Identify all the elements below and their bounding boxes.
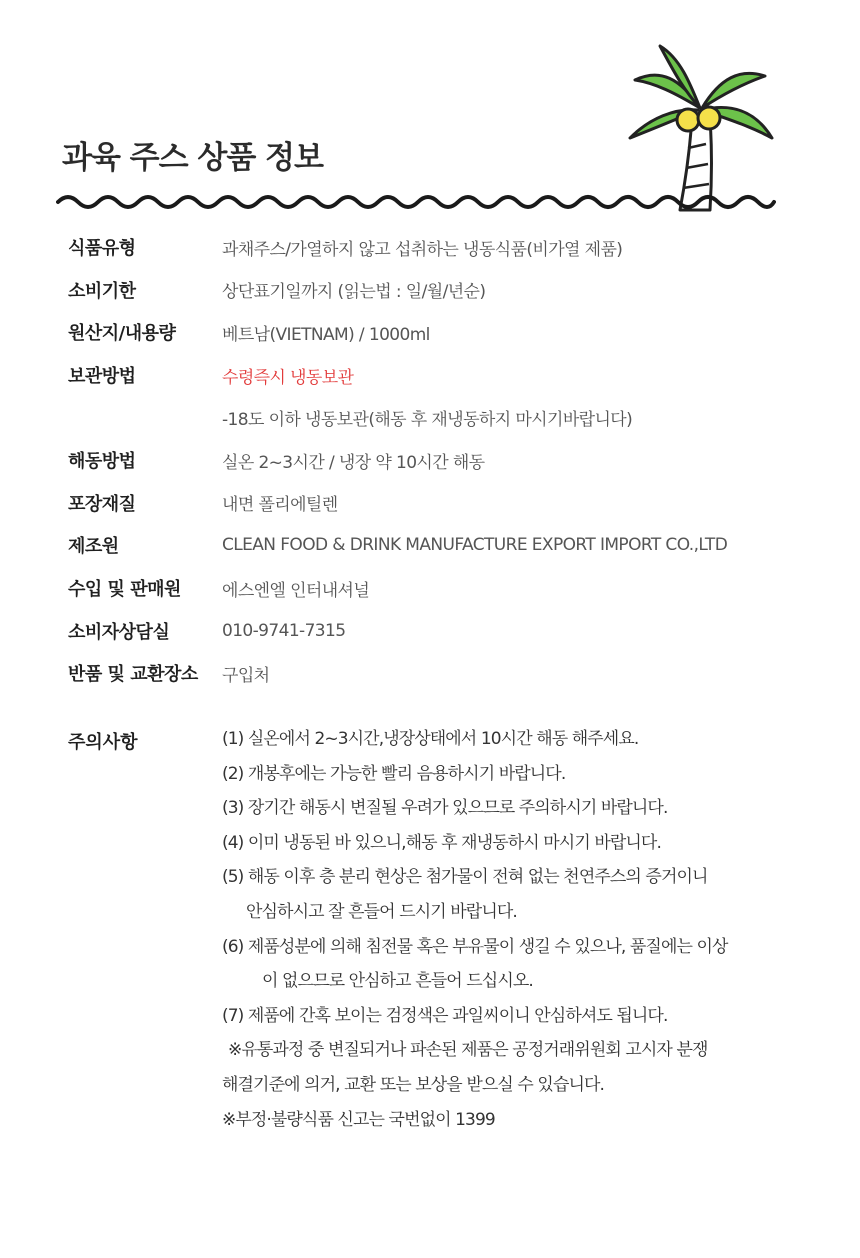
info-label: 수입 및 판매원 [68, 579, 181, 601]
info-label: 소비기한 [68, 280, 136, 302]
info-row-storage-detail [68, 396, 828, 439]
info-value: 베트남(VIETNAM) / 1000ml [222, 324, 430, 345]
caution-line: ※유통과정 중 변질되거나 파손된 제품은 공정거래위원회 고시자 분쟁 [228, 1040, 708, 1061]
info-row-food-type [68, 226, 828, 269]
info-label: 보관방법 [68, 366, 136, 388]
info-label: 반품 및 교환장소 [68, 664, 198, 686]
wave-divider [56, 190, 776, 212]
info-value-highlight: 수령즉시 냉동보관 [222, 367, 354, 388]
info-value: 내면 폴리에틸렌 [222, 495, 338, 516]
caution-line: (4) 이미 냉동된 바 있으니,해동 후 재냉동하시 마시기 바랍니다. [222, 832, 661, 853]
info-row-manufacturer [68, 524, 828, 567]
caution-line: (1) 실온에서 2~3시간,냉장상태에서 10시간 해동 해주세요. [222, 729, 639, 749]
caution-line: (5) 해동 이후 층 분리 현상은 첨가물이 전혀 없는 천연주스의 증거이니 [222, 867, 708, 888]
caution-line: ※부정·불량식품 신고는 국번없이 1399 [222, 1109, 495, 1130]
info-label: 해동방법 [68, 451, 136, 473]
info-row-consumer-center [68, 609, 828, 652]
caution-line: (2) 개봉후에는 가능한 빨리 음용하시기 바랍니다. [222, 763, 566, 784]
info-value: 실온 2~3시간 / 냉장 약 10시간 해동 [222, 452, 485, 473]
info-row-origin [68, 311, 828, 354]
info-label: 소비자상담실 [68, 621, 170, 643]
info-label: 식품유형 [68, 238, 136, 260]
info-label: 제조원 [68, 536, 119, 558]
caution-line: 해결기준에 의거, 교환 또는 보상을 받으실 수 있습니다. [222, 1074, 605, 1095]
info-value: -18도 이하 냉동보관(해동 후 재냉동하지 마시기바랍니다) [222, 410, 633, 431]
page-title: 과육 주스 상품 정보 [62, 140, 323, 176]
info-value: 010-9741-7315 [222, 620, 346, 641]
info-value: 상단표기일까지 (읽는법 : 일/월/년순) [222, 282, 486, 303]
info-row-expiry [68, 269, 828, 312]
info-label: 포장재질 [68, 493, 136, 515]
info-value: CLEAN FOOD & DRINK MANUFACTURE EXPORT IMPORT CO.,LTD [222, 535, 728, 556]
info-row-storage [68, 354, 828, 397]
info-value: 에스엔엘 인터내셔널 [222, 580, 370, 601]
info-row-importer [68, 567, 828, 610]
caution-list [222, 722, 842, 1137]
info-row-thawing [68, 439, 828, 482]
caution-label: 주의사항 [68, 732, 138, 753]
caution-line: (6) 제품성분에 의해 침전물 혹은 부유물이 생길 수 있으나, 품질에는 이상 [222, 936, 728, 957]
info-row-packaging [68, 482, 828, 525]
product-info-table [68, 226, 828, 695]
info-value: 구입처 [222, 665, 270, 686]
info-value: 과채주스/가열하지 않고 섭취하는 냉동식품(비가열 제품) [222, 239, 623, 260]
info-label: 원산지/내용량 [68, 323, 176, 345]
caution-line: (3) 장기간 해동시 변질될 우려가 있으므로 주의하시기 바랍니다. [222, 798, 668, 819]
caution-line: (7) 제품에 간혹 보이는 검정색은 과일씨이니 안심하셔도 됩니다. [222, 1005, 668, 1026]
caution-line: 안심하시고 잘 흔들어 드시기 바랍니다. [246, 901, 517, 922]
caution-line: 이 없으므로 안심하고 흔들어 드십시오. [262, 971, 533, 992]
info-row-return-place [68, 652, 828, 695]
